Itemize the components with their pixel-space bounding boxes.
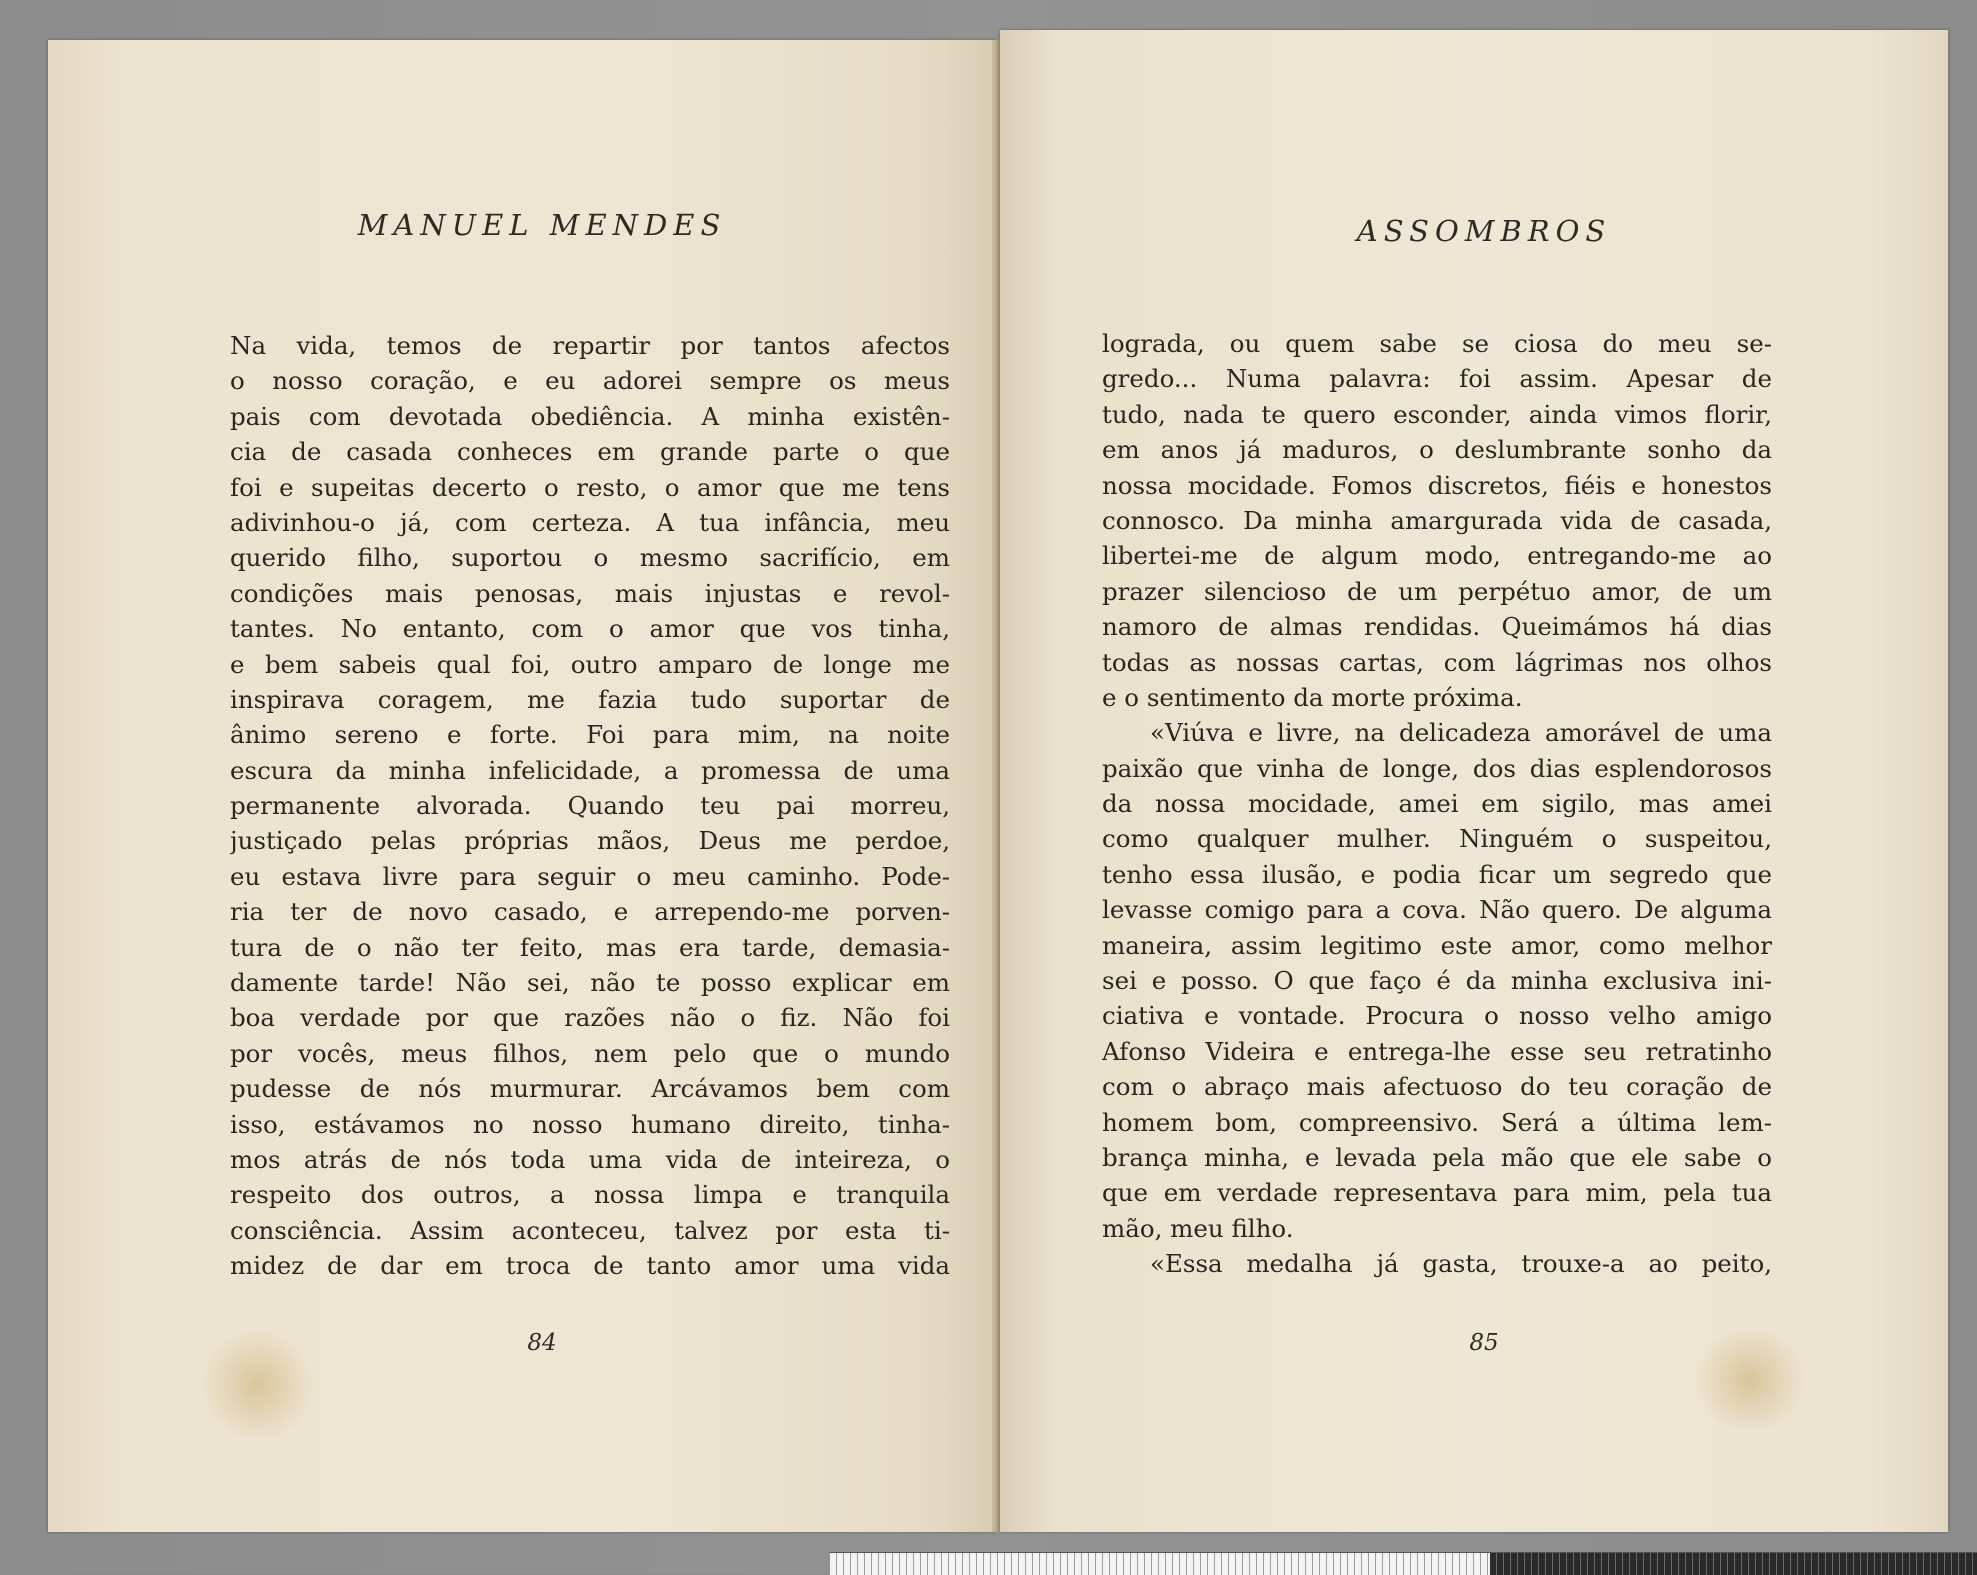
text-line: pais com devotada obediência. A minha existên- [230, 401, 950, 431]
text-line: em anos já maduros, o deslumbrante sonho da [1102, 435, 1772, 465]
foxing-stain [198, 1330, 318, 1440]
text-line: nossa mocidade. Fomos discretos, fiéis e honestos [1102, 470, 1772, 500]
text-line: da nossa mocidade, amei em sigilo, mas amei [1102, 789, 1772, 819]
scale-bar-dark-segment [1490, 1553, 1977, 1575]
text-line: Afonso Videira e entrega-lhe esse seu retratinho [1102, 1036, 1772, 1066]
left-page [48, 40, 996, 1532]
text-line: todas as nossas cartas, com lágrimas nos olhos [1102, 647, 1772, 677]
text-line: adivinhou-o já, com certeza. A tua infância, meu [230, 507, 950, 537]
text-line: mos atrás de nós toda uma vida de inteireza, o [230, 1144, 950, 1174]
foxing-stain [1690, 1330, 1810, 1430]
text-line: querido filho, suportou o mesmo sacrifício, em [230, 543, 950, 573]
text-line: midez de dar em troca de tanto amor uma vida [230, 1251, 950, 1281]
text-line: inspirava coragem, me fazia tudo suportar de [230, 684, 950, 714]
right-page-body [1102, 326, 1772, 1282]
text-line: justiçado pelas próprias mãos, Deus me perdoe, [230, 826, 950, 856]
text-line: paixão que vinha de longe, dos dias esplendorosos [1102, 753, 1772, 783]
text-line: como qualquer mulher. Ninguém o suspeitou, [1102, 824, 1772, 854]
color-scale-bar [830, 1552, 1977, 1575]
right-page [1000, 30, 1948, 1532]
text-line: tura de o não ter feito, mas era tarde, demasia- [230, 932, 950, 962]
left-page-body [230, 328, 950, 1284]
text-line: isso, estávamos no nosso humano direito, tinha- [230, 1109, 950, 1139]
text-line: e o sentimento da morte próxima. [1102, 682, 1523, 712]
text-line: mão, meu filho. [1102, 1213, 1294, 1243]
page-number-left: 84 [527, 1330, 557, 1356]
text-line: por vocês, meus filhos, nem pelo que o mundo [230, 1038, 950, 1068]
text-line: condições mais penosas, mais injustas e revol- [230, 578, 950, 608]
text-line: namoro de almas rendidas. Queimámos há dias [1102, 612, 1772, 642]
text-line: cia de casada conheces em grande parte o que [230, 437, 950, 467]
text-line: boa verdade por que razões não o fiz. Não foi [230, 1003, 950, 1033]
text-line: tenho essa ilusão, e podia ficar um segredo que [1102, 859, 1772, 889]
text-line: «Essa medalha já gasta, trouxe-a ao peito, [1150, 1249, 1772, 1279]
text-line: consciência. Assim aconteceu, talvez por esta ti- [230, 1215, 950, 1245]
text-line: tantes. No entanto, com o amor que vos tinha, [230, 614, 950, 644]
page-number-right: 85 [1469, 1330, 1499, 1356]
text-line: prazer silencioso de um perpétuo amor, de um [1102, 576, 1772, 606]
text-line: ciativa e vontade. Procura o nosso velho amigo [1102, 1001, 1772, 1031]
text-line: o nosso coração, e eu adorei sempre os meus [230, 366, 950, 396]
text-line: pudesse de nós murmurar. Arcávamos bem com [230, 1074, 950, 1104]
text-line: tudo, nada te quero esconder, ainda vimos florir, [1102, 399, 1772, 429]
running-head-left: MANUEL MENDES [357, 208, 727, 242]
text-line: brança minha, e levada pela mão que ele sabe o [1102, 1142, 1772, 1172]
text-line: gredo... Numa palavra: foi assim. Apesar de [1102, 364, 1772, 394]
text-line: connosco. Da minha amargurada vida de casada, [1102, 505, 1772, 535]
text-line: homem bom, compreensivo. Será a última lem- [1102, 1107, 1772, 1137]
text-line: «Viúva e livre, na delicadeza amorável de uma [1150, 718, 1772, 748]
text-line: Na vida, temos de repartir por tantos afectos [230, 331, 950, 360]
text-line: levasse comigo para a cova. Não quero. De alguma [1102, 895, 1772, 925]
text-line: lograda, ou quem sabe se ciosa do meu se- [1102, 329, 1772, 358]
text-line: ânimo sereno e forte. Foi para mim, na noite [230, 720, 950, 750]
text-line: que em verdade representava para mim, pela tua [1102, 1178, 1772, 1208]
text-line: eu estava livre para seguir o meu caminho. Pode- [230, 861, 950, 891]
text-line: foi e supeitas decerto o resto, o amor que me tens [230, 472, 950, 502]
text-line: respeito dos outros, a nossa limpa e tranquila [230, 1180, 950, 1210]
text-line: permanente alvorada. Quando teu pai morreu, [230, 791, 950, 821]
text-line: e bem sabeis qual foi, outro amparo de longe me [230, 649, 950, 679]
text-line: libertei-me de algum modo, entregando-me ao [1102, 541, 1772, 571]
running-head-right: ASSOMBROS [1356, 214, 1612, 248]
text-line: sei e posso. O que faço é da minha exclusiva ini- [1102, 966, 1772, 996]
text-line: ria ter de novo casado, e arrependo-me porven- [230, 897, 950, 927]
text-line: com o abraço mais afectuoso do teu coração de [1102, 1072, 1772, 1102]
text-line: damente tarde! Não sei, não te posso explicar em [230, 968, 950, 998]
text-line: escura da minha infelicidade, a promessa de uma [230, 755, 950, 785]
text-line: maneira, assim legitimo este amor, como melhor [1102, 930, 1772, 960]
